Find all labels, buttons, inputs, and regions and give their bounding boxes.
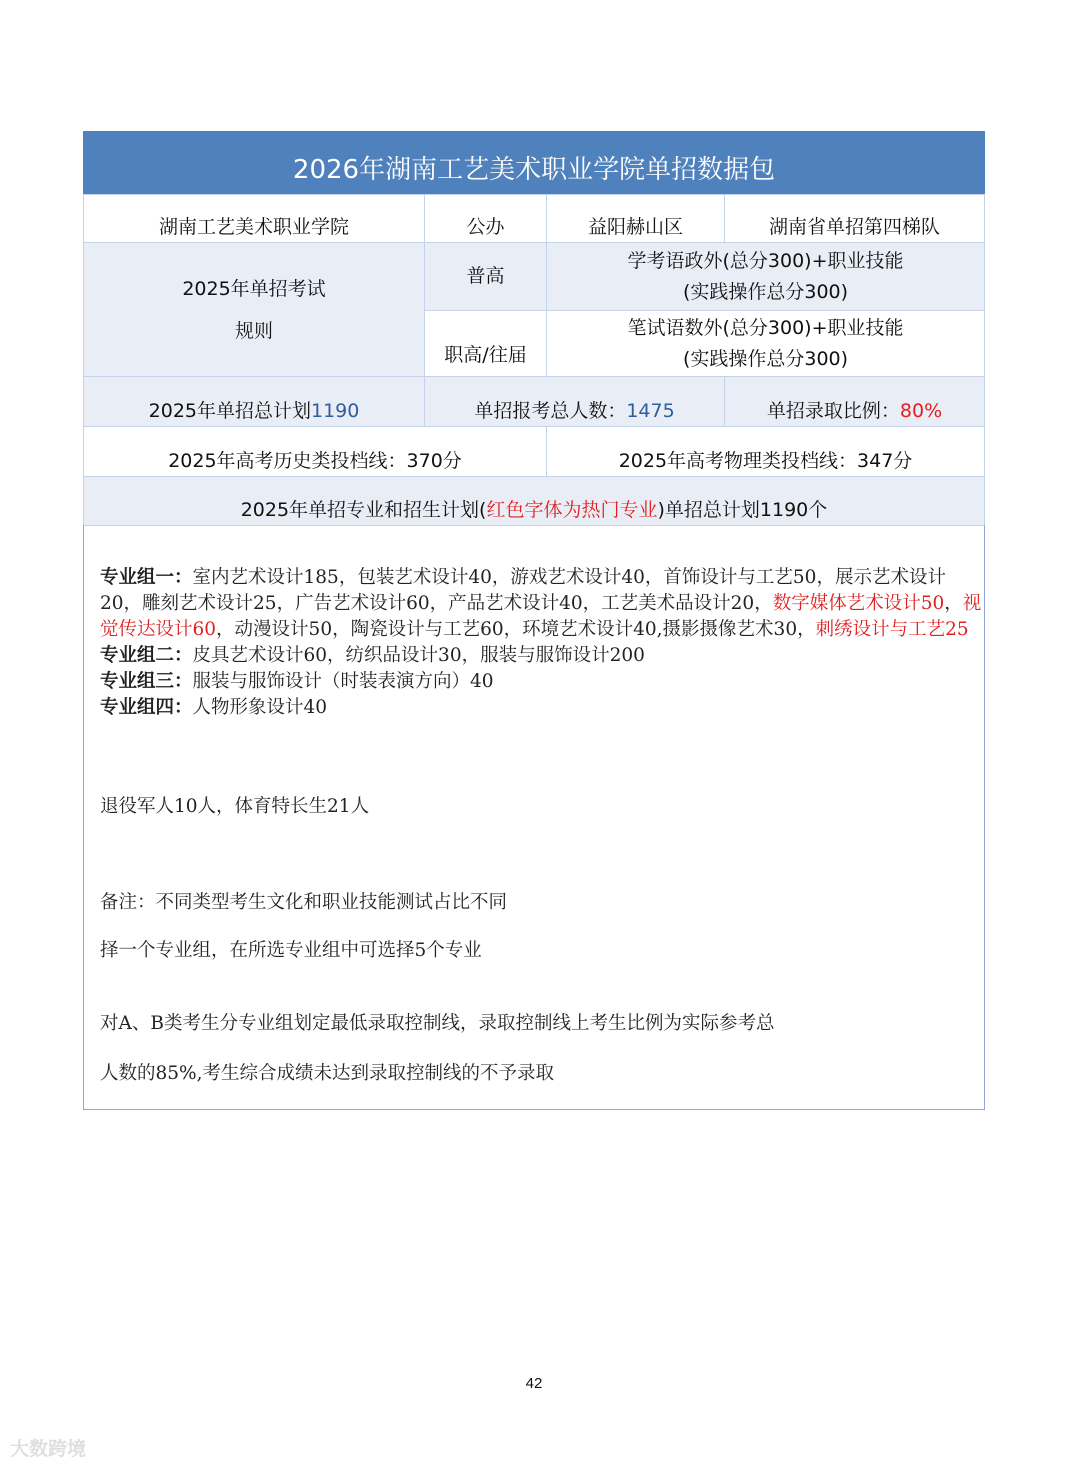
rules-label-line2: 规则 bbox=[234, 319, 273, 342]
major-group bbox=[100, 669, 985, 695]
major-list: ， bbox=[944, 593, 963, 614]
plan-heading-post: )单招总计划1190个 bbox=[657, 498, 828, 521]
major-list: 皮具艺术设计60，纺织品设计30，服装与服饰设计200 bbox=[192, 645, 645, 666]
hot-major: 刺绣设计与工艺25 bbox=[815, 619, 969, 640]
major-group bbox=[100, 565, 985, 643]
school-location: 益阳赫山区 bbox=[546, 194, 725, 243]
admission-ratio bbox=[724, 376, 985, 427]
major-groups bbox=[100, 565, 985, 721]
rules-label-line1: 2025年单招考试 bbox=[182, 277, 326, 300]
major-group-label: 专业组一： bbox=[100, 567, 193, 588]
putong-rule-line1: 学考语政外(总分300)+职业技能 bbox=[627, 250, 904, 273]
watermark-logo: 大数跨境 bbox=[10, 1438, 87, 1460]
major-list: 人物形象设计40 bbox=[192, 697, 328, 718]
total-plan bbox=[83, 376, 425, 427]
putong-rule-line2: (实践操作总分300) bbox=[682, 280, 849, 303]
ratio-value: 80% bbox=[899, 399, 943, 422]
applicants-value: 1475 bbox=[626, 399, 675, 422]
special-quota: 退役军人10人，体育特长生21人 bbox=[100, 796, 370, 817]
major-group-label: 专业组二： bbox=[100, 645, 193, 666]
applicants-label: 单招报考总人数： bbox=[474, 399, 627, 422]
putong-rule bbox=[546, 242, 985, 311]
school-type: 公办 bbox=[424, 194, 547, 243]
hot-major: 视觉传达设计60 bbox=[100, 593, 982, 640]
school-tier: 湖南省单招第四梯队 bbox=[724, 194, 985, 243]
major-group bbox=[100, 695, 985, 721]
hot-major: 数字媒体艺术设计50 bbox=[772, 593, 945, 614]
zhigao-label: 职高/往届 bbox=[424, 310, 547, 377]
page-number: 42 bbox=[525, 1375, 543, 1392]
major-group-label: 专业组四： bbox=[100, 697, 193, 718]
zhigao-rule-line1: 笔试语数外(总分300)+职业技能 bbox=[627, 317, 904, 340]
note-1: 备注：不同类型考生文化和职业技能测试占比不同 bbox=[100, 892, 508, 913]
zhigao-rule bbox=[546, 310, 985, 377]
note-3: 对A、B类考生分专业组划定最低录取控制线，录取控制线上考生比例为实际参考总 bbox=[100, 1013, 775, 1034]
note-4: 人数的85%,考生综合成绩未达到录取控制线的不予录取 bbox=[100, 1063, 555, 1084]
total-plan-value: 1190 bbox=[311, 399, 360, 422]
page-title: 2026年湖南工艺美术职业学院单招数据包 bbox=[83, 131, 985, 195]
plan-heading-hot: 红色字体为热门专业 bbox=[486, 498, 658, 521]
applicants bbox=[424, 376, 725, 427]
putong-label: 普高 bbox=[424, 242, 547, 311]
major-group bbox=[100, 643, 985, 669]
total-plan-label: 2025年单招总计划 bbox=[148, 399, 311, 422]
major-list: 室内艺术设计185，包装艺术设计40，游戏艺术设计40，首饰设计与工艺50，展示艺术设计20，雕刻艺术设计25，广告艺术设计60，产品艺术设计40，工艺美术品设计20， bbox=[100, 567, 946, 614]
major-list: ，动漫设计50，陶瓷设计与工艺60，环境艺术设计40,摄影摄像艺术30， bbox=[216, 619, 816, 640]
plan-heading bbox=[83, 476, 985, 526]
major-list: 服装与服饰设计（时装表演方向）40 bbox=[192, 671, 494, 692]
major-group-label: 专业组三： bbox=[100, 671, 193, 692]
note-2: 择一个专业组，在所选专业组中可选择5个专业 bbox=[100, 940, 482, 961]
ratio-label: 单招录取比例： bbox=[766, 399, 900, 422]
plan-heading-pre: 2025年单招专业和招生计划( bbox=[240, 498, 487, 521]
history-line: 2025年高考历史类投档线：370分 bbox=[83, 426, 547, 477]
rules-label bbox=[83, 242, 425, 377]
zhigao-rule-line2: (实践操作总分300) bbox=[682, 347, 849, 370]
school-name: 湖南工艺美术职业学院 bbox=[83, 194, 425, 243]
physics-line: 2025年高考物理类投档线：347分 bbox=[546, 426, 985, 477]
